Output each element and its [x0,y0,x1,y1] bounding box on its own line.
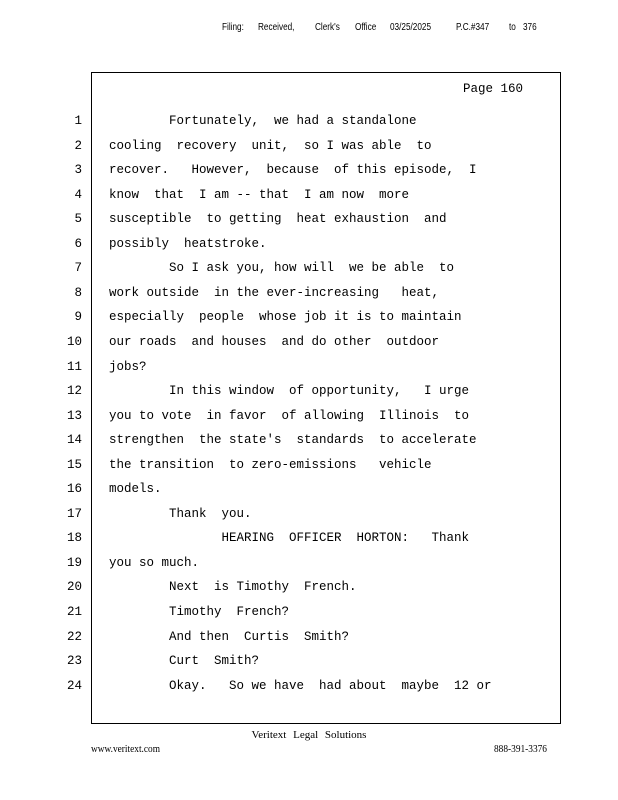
line-number: 9 [74,310,82,325]
line-number: 21 [66,605,82,619]
transcript-line: HEARING OFFICER HORTON: Thank [109,531,470,546]
transcript-line: possibly heatstroke. [109,236,267,251]
transcript-line: the transition to zero-emissions vehicle [109,457,432,472]
line-number: 13 [66,408,82,423]
line-number: 11 [66,359,82,374]
filing-page-total: 376 [523,22,537,33]
line-number: 16 [66,482,82,497]
line-number: 3 [74,163,82,178]
filing-clerks: Clerk's [315,22,340,33]
transcript-line: jobs? [109,359,147,374]
line-number: 12 [66,384,82,399]
line-number: 15 [66,457,82,472]
transcript-line: Next is Timothy French. [109,580,357,595]
filing-date: 03/25/2025 [390,22,432,33]
line-number: 14 [66,433,82,448]
transcript-line: So I ask you, how will we be able to [109,261,455,276]
filing-office: Office [355,22,377,33]
transcript-line: Fortunately, we had a standalone [109,114,417,128]
transcript-line: recover. However, because of this episode, I [109,163,477,178]
line-number: 19 [66,555,82,570]
transcript-line: In this window of opportunity, I urge [109,384,470,399]
footer-company: Veritext Legal Solutions [251,729,367,741]
transcript-line: strengthen the state's standards to accelerate [109,433,477,448]
line-number: 22 [66,629,82,644]
filing-to: to [509,22,516,33]
line-number: 20 [66,580,82,595]
transcript-line: you so much. [109,555,200,570]
transcript-line: our roads and houses and do other outdoor [109,334,440,349]
line-number: 24 [66,678,82,693]
transcript-line: work outside in the ever-increasing heat, [109,285,440,300]
line-number: 23 [66,654,82,669]
transcript-line: you to vote in favor of allowing Illinois to [109,408,470,423]
line-number: 6 [74,236,82,251]
filing-label: Filing: [222,22,244,33]
transcript-line: Okay. So we have had about maybe 12 or [109,678,492,693]
line-number: 5 [74,212,82,227]
transcript-line: Thank you. [109,506,252,521]
line-number: 8 [74,285,82,300]
page-number: Page 160 [463,82,524,96]
transcript-line: Curt Smith? [109,654,260,669]
line-number: 17 [66,506,82,521]
transcript-line: models. [109,482,162,497]
transcript-line: especially people whose job it is to maintain [109,310,462,325]
line-number: 1 [74,114,82,128]
transcript-line: And then Curtis Smith? [109,629,350,644]
filing-stamp [0,22,618,38]
line-number: 18 [66,531,82,546]
footer-website: www.veritext.com [91,743,160,755]
line-number: 10 [66,334,82,349]
transcript-line: Timothy French? [109,605,290,619]
transcript-line: cooling recovery unit, so I was able to [109,138,432,153]
line-number: 2 [74,138,82,153]
line-number: 7 [74,261,82,276]
transcript-line: know that I am -- that I am now more [109,187,410,202]
footer-phone: 888-391-3376 [494,743,547,755]
filing-received: Received, [258,22,295,33]
transcript-line: susceptible to getting heat exhaustion and [109,212,447,227]
line-number: 4 [74,187,82,202]
filing-pc-number: P.C.#347 [456,22,490,33]
